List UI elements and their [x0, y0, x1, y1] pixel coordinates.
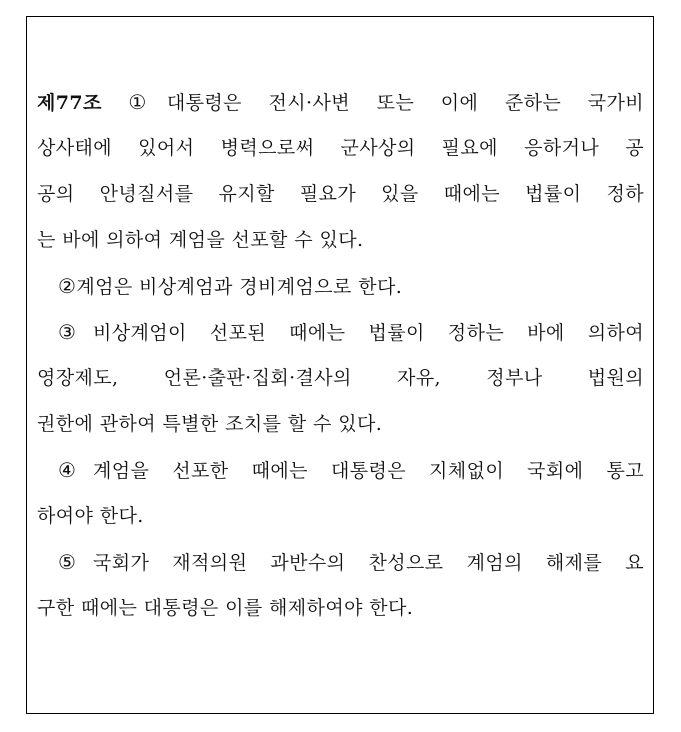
paragraph-marker: ③	[58, 320, 93, 344]
paragraph-3-line-2: 영장제도, 언론·출판·집회·결사의 자유, 정부나 법원의	[37, 367, 644, 389]
paragraph-text: 비상계엄이 선포된 때에는 법률이 정하는 바에 의하여	[92, 322, 644, 344]
paragraph-3-line-3: 권한에 관하여 특별한 조치를 할 수 있다.	[37, 413, 383, 435]
paragraph-2-line-1	[37, 263, 653, 309]
paragraph-1-line-4: 는 바에 의하여 계엄을 선포할 수 있다.	[37, 229, 364, 251]
paragraph-text: 계엄은 비상계엄과 경비계엄으로 한다.	[76, 276, 403, 298]
paragraph-marker: ①	[128, 90, 167, 114]
paragraph-1-line-3: 공의 안녕질서를 유지할 필요가 있을 때에는 법률이 정하	[37, 183, 644, 205]
paragraph-1-line-1	[37, 79, 644, 125]
paragraph-5-line-2: 구한 때에는 대통령은 이를 해제하여야 한다.	[37, 597, 414, 619]
paragraph-5-line-1	[37, 539, 644, 585]
paragraph-text: 계엄을 선포한 때에는 대통령은 지체없이 국회에 통고	[92, 460, 644, 482]
paragraph-marker: ④	[58, 458, 93, 482]
article-77	[37, 79, 653, 631]
paragraph-4-line-1	[37, 447, 644, 493]
paragraph-marker: ⑤	[58, 550, 93, 574]
article-number: 제77조	[37, 92, 102, 114]
paragraph-3-line-1	[37, 309, 644, 355]
law-article-box	[26, 16, 654, 714]
paragraph-text: 국회가 재적의원 과반수의 찬성으로 계엄의 해제를 요	[92, 552, 644, 574]
paragraph-4-line-2: 하여야 한다.	[37, 505, 144, 527]
paragraph-marker: ②	[58, 274, 77, 298]
paragraph-1-line-2: 상사태에 있어서 병력으로써 군사상의 필요에 응하거나 공	[37, 137, 644, 159]
paragraph-text: 대통령은 전시·사변 또는 이에 준하는 국가비	[166, 92, 644, 114]
